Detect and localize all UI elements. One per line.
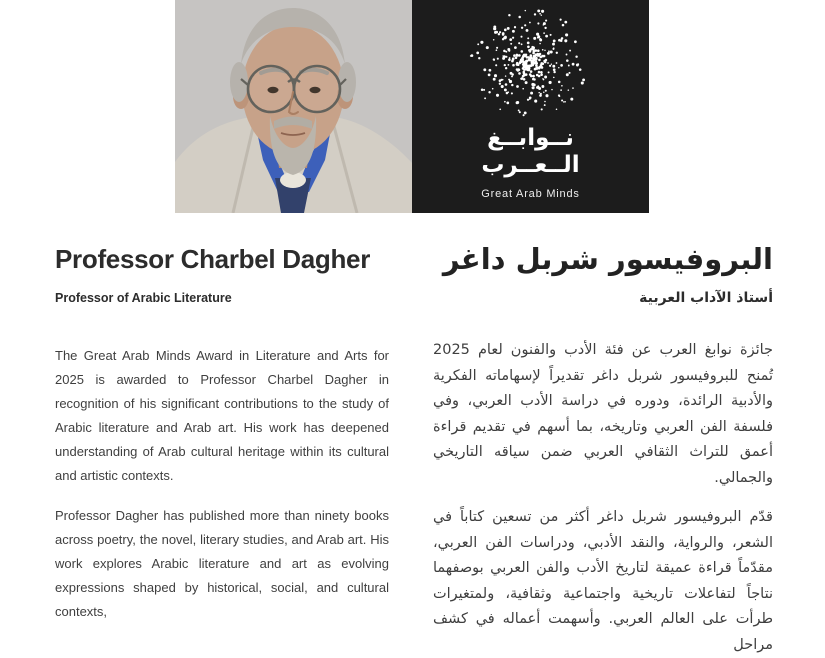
page-title-arabic: البروفيسور شربل داغر [442,242,773,276]
arabic-column [433,238,773,658]
logo-english-wordmark: Great Arab Minds [481,188,580,200]
banner [175,0,649,213]
english-column [55,243,389,624]
great-arab-minds-logo [412,0,649,213]
starburst-particles-icon [412,0,649,130]
subtitle-english: Professor of Arabic Literature [55,291,232,305]
subtitle-arabic: أستاذ الآداب العربية [639,290,773,306]
logo-arabic-wordmark [412,125,649,179]
arabic-paragraph-2: قدّم البروفيسور شربل داغر أكثر من تسعين كتاباً في الشعر، والرواية، والنقد الأدبي، ودراسات الفن العربي، مقدّماً قراءة عميقة لتاريخ الأدب والفن العربي بوصفهما نتاجاً لتفاعلات تاريخية واجتماعية وثقافية، ولمتغيرات طرأت على العالم العربي. وأسهمت أعماله في كشف مراحل [433,509,773,653]
english-paragraph-2: Professor Dagher has published more than ninety books across poetry, the novel, literary studies, and Arab art. His work explores Arabic literature and art as evolving expressions shaped by historical, social, and cultural contexts, [55,508,389,619]
logo-arabic-line1: نــوابــغ [487,125,574,151]
page-title-english: Professor Charbel Dagher [55,244,371,274]
arabic-paragraph-1: جائزة نوابغ العرب عن فئة الأدب والفنون لعام 2025 تُمنح للبروفيسور شربل داغر تقديراً لإسهاماته الفكرية والأدبية الرائدة، ودوره في دراسة الأدب العربي، وفي فلسفة الفن العربي وتاريخه، بما أسهم في تقديم قراءة أعمق للتراث الثقافي العربي ضمن سياقه التاريخي والجمالي. [433,342,773,486]
portrait-illustration [175,0,412,213]
english-paragraph-1: The Great Arab Minds Award in Literature and Arts for 2025 is awarded to Professor Charbel Dagher in recognition of his significant contributions to the study of Arabic literature and Arab art. His work has deepened understanding of Arab cultural heritage within its cultural and artistic contexts. [55,348,389,483]
logo-arabic-line2: الــعــرب [481,152,580,178]
professor-portrait-photo [175,0,412,213]
